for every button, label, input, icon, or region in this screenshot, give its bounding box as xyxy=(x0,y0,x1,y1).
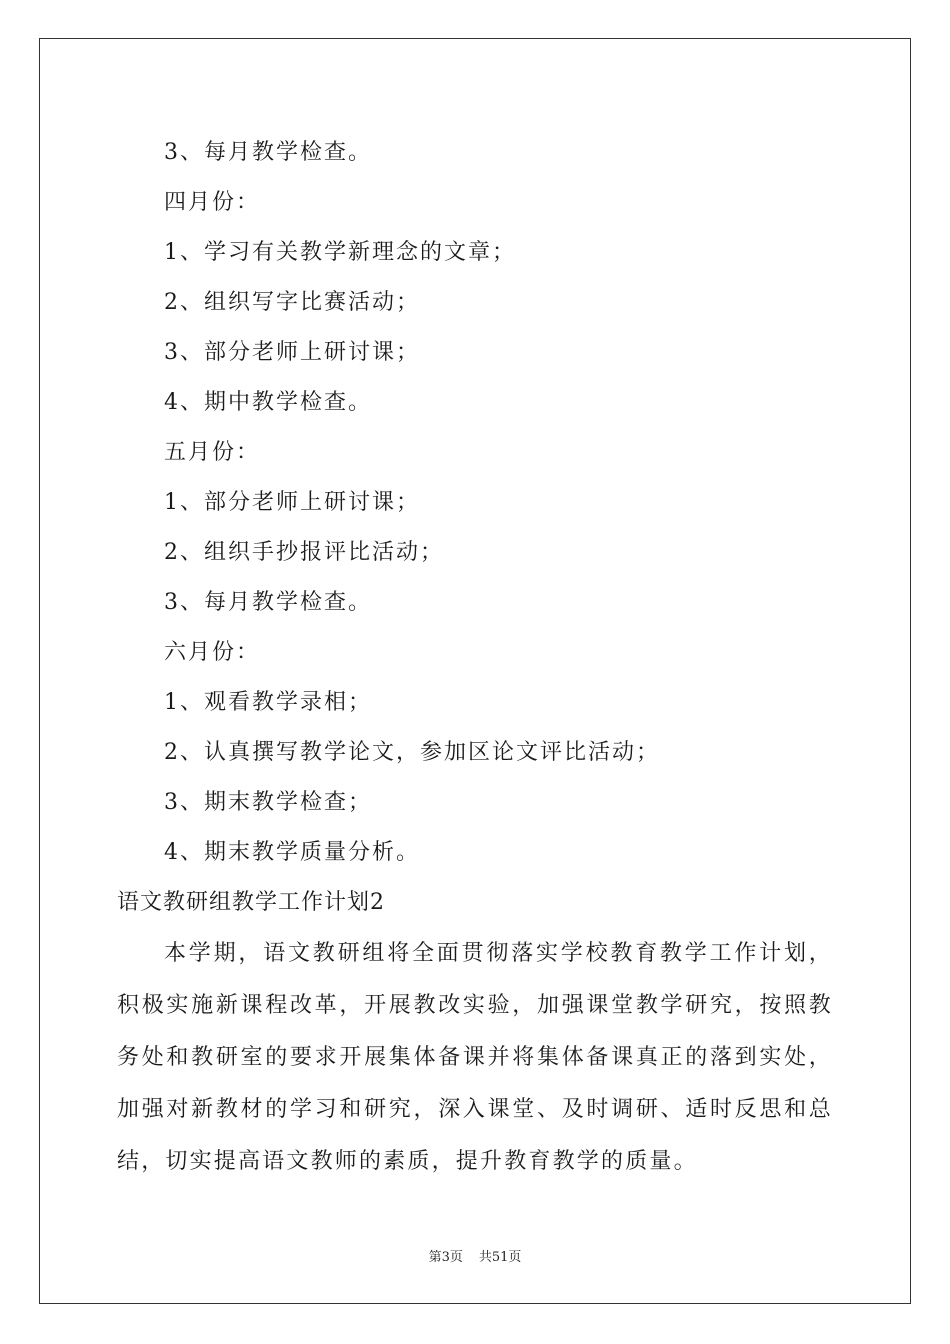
list-item: 4、期中教学检查。 xyxy=(164,390,372,415)
body-paragraph: 本学期，语文教研组将全面贯彻落实学校教育教学工作计划，积极实施新课程改革，开展教改实验，加强课堂教学研究，按照教务处和教研室的要求开展集体备课并将集体备课真正的落到实处，加强对新教材的学习和研究，深入课堂、及时调研、适时反思和总结，切实提高语文教师的素质，提升教育教学的质量。 xyxy=(117,941,833,1174)
list-item: 1、部分老师上研讨课； xyxy=(164,490,420,515)
list-item: 2、认真撰写教学论文，参加区论文评比活动； xyxy=(164,740,660,765)
page-footer xyxy=(0,1246,950,1265)
section-title: 语文教研组教学工作计划2 xyxy=(117,890,385,915)
list-item: 4、期末教学质量分析。 xyxy=(164,840,420,865)
list-item: 3、每月教学检查。 xyxy=(164,590,372,615)
total-pages: 共51页 xyxy=(478,1250,522,1265)
month-heading: 六月份： xyxy=(164,640,261,665)
list-item: 3、期末教学检查； xyxy=(164,790,372,815)
document-body xyxy=(117,128,833,1188)
month-heading: 五月份： xyxy=(164,440,261,465)
month-heading: 四月份： xyxy=(164,190,261,215)
list-item: 3、每月教学检查。 xyxy=(164,140,372,165)
list-item: 2、组织手抄报评比活动； xyxy=(164,540,444,565)
list-item: 1、学习有关教学新理念的文章； xyxy=(164,240,516,265)
list-item: 1、观看教学录相； xyxy=(164,690,372,715)
page-number: 第3页 xyxy=(428,1250,463,1265)
list-item: 2、组织写字比赛活动； xyxy=(164,290,420,315)
list-item: 3、部分老师上研讨课； xyxy=(164,340,420,365)
